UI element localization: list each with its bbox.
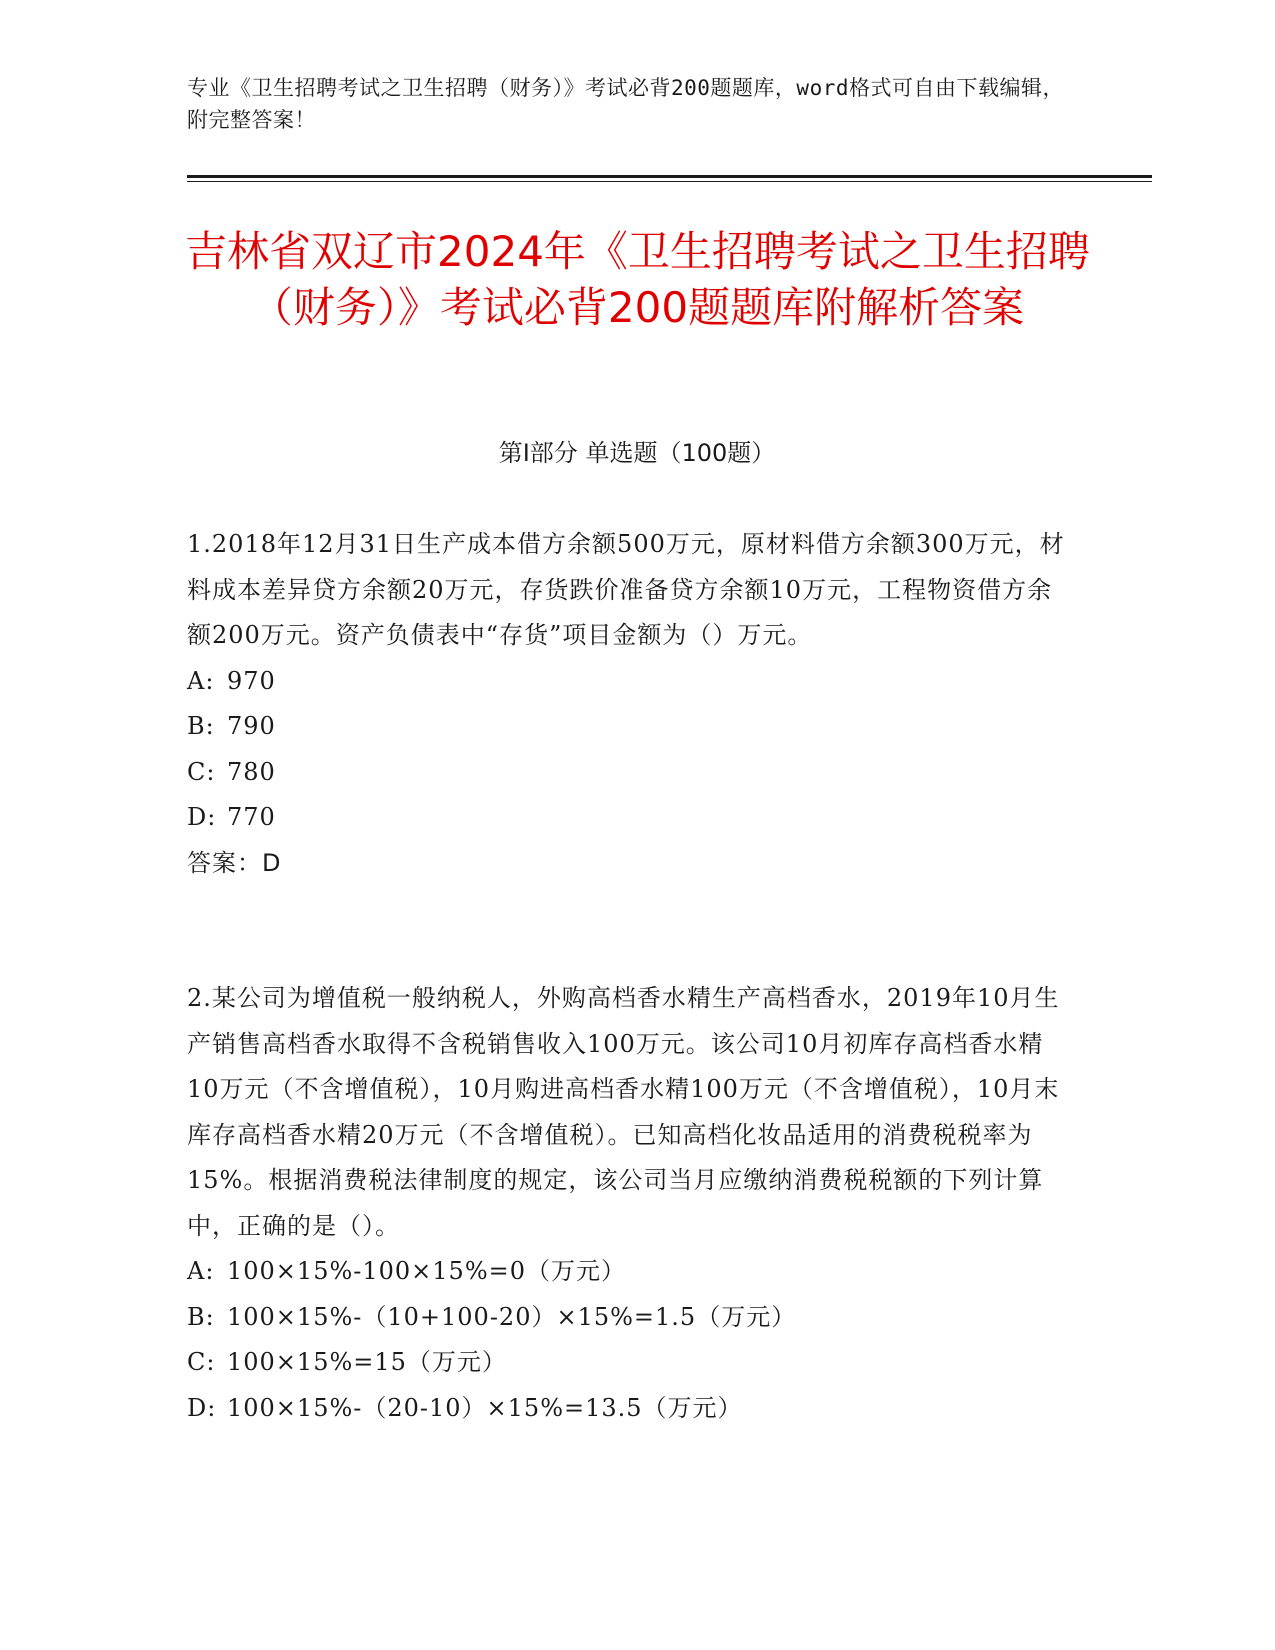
header-note: 专业《卫生招聘考试之卫生招聘（财务）》考试必背200题题库，word格式可自由下载编辑，附完整答案！ [187,76,1064,132]
option-b [187,1295,1067,1341]
option-c [187,750,1067,796]
option-text: 790 [227,712,276,740]
option-b [187,704,1067,750]
header-divider-thick [187,175,1152,178]
option-text: 100×15%=15（万元） [227,1348,507,1376]
option-letter: B: [187,712,215,740]
option-letter: A: [187,666,215,695]
section-title: 第Ⅰ部分 单选题（100题） [498,439,776,467]
option-letter: D: [187,1393,217,1422]
option-text: 100×15%-（10+100-20）×15%=1.5（万元） [227,1302,797,1331]
option-letter: B: [187,1302,215,1331]
document-title: 吉林省双辽市2024年《卫生招聘考试之卫生招聘（财务）》考试必背200题题库附解析答案 [185,227,1090,332]
question-stem: 2.某公司为增值税一般纳税人，外购高档香水精生产高档香水，2019年10月生产销售高档香水取得不含税销售收入100万元。该公司10月初库存高档香水精10万元（不含增值税），10月购进高档香水精100万元（不含增值税），10月末库存高档香水精20万元（不含增值税）。已知高档化妆品适用的消费税税率为15%。根据消费税法律制度的规定，该公司当月应缴纳消费税税额的下列计算中，正确的是（）。 [187,984,1060,1240]
option-d [187,795,1067,841]
option-text: 780 [227,757,276,786]
question-stem: 1.2018年12月31日生产成本借方余额500万元，原材料借方余额300万元，材料成本差异贷方余额20万元，存货跌价准备贷方余额10万元，工程物资借方余额200万元。资产负债表中“存货”项目金额为（）万元。 [187,530,1065,649]
option-letter: C: [187,757,216,786]
option-a [187,1249,1067,1295]
option-d [187,1386,1067,1432]
option-text: 100×15%-（20-10）×15%=13.5（万元） [227,1393,743,1422]
option-c [187,1340,1067,1386]
question-2 [187,976,1067,1431]
question-1 [187,522,1067,886]
option-text: 770 [227,803,276,831]
answer-line: 答案：D [187,848,282,877]
option-text: 970 [227,666,276,695]
option-text: 100×15%-100×15%=0（万元） [227,1257,627,1285]
option-letter: C: [187,1348,216,1376]
option-a [187,659,1067,705]
header-divider-thin [187,181,1152,182]
option-letter: D: [187,803,217,831]
option-letter: A: [187,1257,215,1285]
